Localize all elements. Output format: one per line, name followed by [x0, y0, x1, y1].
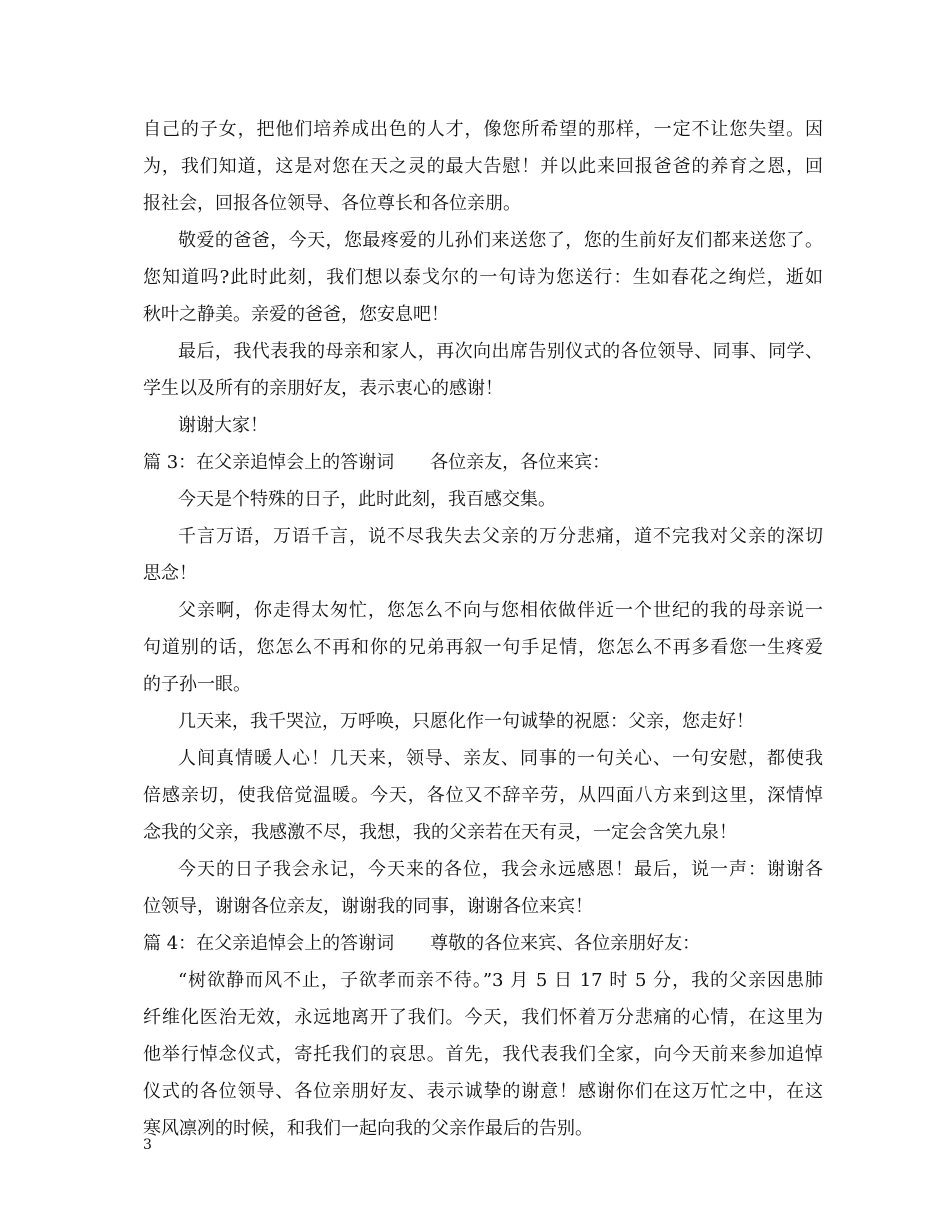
text-line: 父亲啊，你走得太匆忙，您怎么不向与您相依做伴近一个世纪的我的母亲说一: [178, 600, 823, 621]
text-line: 寒风凛冽的时候，和我们一起向我的父亲作最后的告别。: [143, 1118, 593, 1139]
text-line: “树欲静而风不止，子欲孝而亲不待。”3 月 5 日 17 时 5 分，我的父亲因患肺: [178, 970, 823, 991]
text-line: 为，我们知道，这是对您在天之灵的最大告慰！并以此来回报爸爸的养育之恩，回: [143, 156, 823, 177]
text-line: 最后，我代表我的母亲和家人，再次向出席告别仪式的各位领导、同事、同学、: [178, 341, 823, 362]
text-line: 句道别的话，您怎么不再和你的兄弟再叙一句手足情，您怎么不再多看您一生疼爱: [143, 637, 823, 658]
text-line: 人间真情暖人心！几天来，领导、亲友、同事的一句关心、一句安慰，都使我: [178, 748, 823, 769]
text-line: 您知道吗?此时此刻，我们想以泰戈尔的一句诗为您送行：生如春花之绚烂，逝如: [143, 267, 823, 288]
text-line: 千言万语，万语千言，说不尽我失去父亲的万分悲痛，道不完我对父亲的深切: [178, 526, 823, 547]
text-line: 自己的子女，把他们培养成出色的人才，像您所希望的那样，一定不让您失望。因: [143, 119, 823, 140]
text-line: 今天的日子我会永记，今天来的各位，我会永远感恩！最后，说一声：谢谢各: [178, 859, 823, 880]
text-line: 纤维化医治无效，永远地离开了我们。今天，我们怀着万分悲痛的心情，在这里为: [143, 1007, 823, 1028]
text-line: 位领导，谢谢各位亲友，谢谢我的同事，谢谢各位来宾！: [143, 896, 593, 917]
section-heading: 篇 3：在父亲追悼会上的答谢词 各位亲友，各位来宾：: [143, 452, 611, 473]
text-line: 谢谢大家！: [178, 415, 268, 436]
text-line: 的子孙一眼。: [143, 674, 251, 695]
text-line: 几天来，我千哭泣，万呼唤，只愿化作一句诚挚的祝愿：父亲，您走好！: [178, 711, 754, 732]
text-line: 报社会，回报各位领导、各位尊长和各位亲朋。: [143, 193, 521, 214]
text-line: 敬爱的爸爸，今天，您最疼爱的儿孙们来送您了，您的生前好友们都来送您了。: [178, 230, 823, 251]
page-number: 3: [143, 1137, 152, 1153]
text-line: 他举行悼念仪式，寄托我们的哀思。首先，我代表我们全家，向今天前来参加追悼: [143, 1044, 823, 1065]
text-line: 秋叶之静美。亲爱的爸爸，您安息吧！: [143, 304, 449, 325]
text-line: 念我的父亲，我感激不尽，我想，我的父亲若在天有灵，一定会含笑九泉！: [143, 822, 737, 843]
text-line: 今天是个特殊的日子，此时此刻，我百感交集。: [178, 489, 556, 510]
text-line: 仪式的各位领导、各位亲朋好友、表示诚挚的谢意！感谢你们在这万忙之中，在这: [143, 1081, 823, 1102]
text-line: 倍感亲切，使我倍觉温暖。今天，各位又不辞辛劳，从四面八方来到这里，深情悼: [143, 785, 823, 806]
text-line: 思念！: [143, 563, 197, 584]
text-line: 学生以及所有的亲朋好友，表示衷心的感谢！: [143, 378, 503, 399]
section-heading: 篇 4：在父亲追悼会上的答谢词 尊敬的各位来宾、各位亲朋好友：: [143, 933, 701, 954]
